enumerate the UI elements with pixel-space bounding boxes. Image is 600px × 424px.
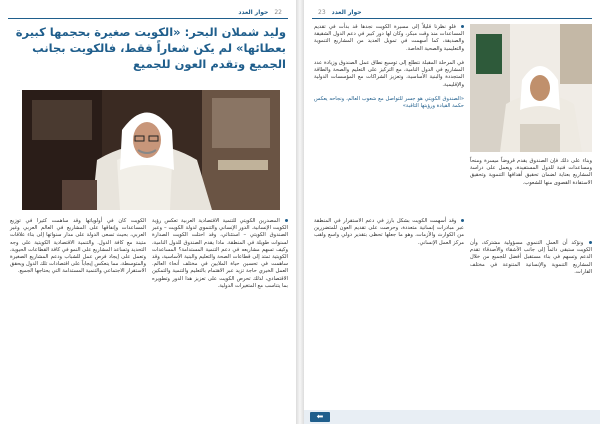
viewer-nav-bar — [304, 410, 600, 424]
bullet-icon — [589, 241, 592, 244]
page-number: 22 — [274, 8, 282, 16]
bullet-icon — [285, 219, 288, 222]
article-column-lower-left — [314, 218, 464, 247]
page-header — [312, 6, 362, 18]
column-text: في المرحلة المقبلة نتطلع إلى توسيع نطاق عمل الصندوق وزيادة عدد المشاريع في الدول النامية، مع التركيز على التعليم والصحة والطاقة المتجددة والبنية الأساسية، وتعزيز الشراكات مع المؤسسات الدولية والإقليمية. — [314, 60, 464, 88]
bullet-icon — [461, 25, 464, 28]
column-text: وقد أسهمت الكويت بشكل بارز في دعم الاستقرار في المنطقة عبر مبادرات إنسانية متعددة، وحرصت على تقديم العون للمتضررين من الكوارث والأزمات، وهو ما جعلها تحظى بتقدير دولي واسع ولقب مركز العمل الإنساني. — [314, 218, 464, 246]
column-text: ونؤكد أن العمل التنموي مسؤولية مشتركة، وأن الكويت ستبقى دائماً إلى جانب الأشقاء والأصدقاء تقدم الدعم وتسهم في بناء مستقبل أفضل للجميع من خلال المشاريع التنموية والإنسانية المتنوعة في مختلف القارات. — [470, 240, 592, 275]
column-text: فلو نظرنا قليلاً إلى مسيرة الكويت نجدها قد بدأت في تقديم المساعدات منذ وقت مبكر، وكان لها دور كبير في دعم الدول الشقيقة والصديقة، كما أسهمت في تمويل العديد من المشاريع التنموية والتعليمية والصحية الخاصة. — [314, 24, 464, 52]
page-header — [238, 6, 288, 18]
article-column-right — [152, 218, 288, 290]
pull-quote: «الصندوق الكويتي هو جسر للتواصل مع شعوب العالم، ونجاحه يعكس حكمة القيادة ورؤيتها الثاقبة» — [314, 96, 464, 110]
arrow-left-icon: ⬅ — [316, 412, 324, 421]
interview-photo — [22, 90, 280, 210]
left-page — [0, 0, 296, 424]
section-label: حوار العدد — [331, 8, 362, 16]
column-text: وبناء على ذلك فإن الصندوق يقدم قروضاً ميسرة ومنحاً ومساعدات فنية للدول المستفيدة، ويعمل على دراسة المشاريع بعناية لضمان تحقيق أهدافها التنموية وتحقيق الاستفادة القصوى منها للشعوب. — [470, 158, 592, 186]
article-column-top — [314, 24, 464, 110]
article-title: وليد شملان البحر: «الكويت صغيرة بحجمها كبيرة بعطائها» لم يكن شعاراً فقط، فالكويت بجانب الجميع وتقدم العون للجميع — [15, 25, 286, 71]
article-column-bottom — [470, 240, 592, 276]
right-page — [304, 0, 600, 424]
prev-page-button[interactable] — [310, 412, 330, 422]
article-column-left — [10, 218, 146, 276]
article-column-lower-right — [470, 158, 592, 187]
column-text: الكويت كان في أولوياتها وقد ساهمت كثيرا في توزيع المساعدات وإنفاقها على المشاريع في العالم العربي وغير العربي، بحيث تسعى الدولة على مدار سنواتها إلى بناء علاقات متينة مع كافة الدول. والتنمية الاقتصادية الكويتية على وجه التحديد وتساعد المشاريع على النمو في كافة القطاعات الحيوية، وتعمل على إيجاد فرص عمل للشباب ودعم المشاريع الصغيرة والمتوسطة، مما ينعكس إيجاباً على اقتصادات تلك الدول ويحقق الاستقرار الاجتماعي والتنمية المستدامة التي يحتاجها الجميع. — [9, 218, 146, 275]
header-rule — [8, 18, 288, 19]
interview-photo-small — [470, 24, 592, 152]
column-text: المصدرين الكويتي للتنمية الاقتصادية العربية تعكس رؤية الكويت الإنسانية. الدور الإنساني والتنموي لدولة الكويت – وعبر الصندوق الكويتي – استثنائي، وقد احتلت الكويت الصدارة لسنوات طويلة في المنطقة. ماذا يقدم الصندوق للدول النامية، وكيف تسهم مشاريعه في دعم التنمية المستدامة؟ المساعدات الكويتية تمتد إلى قطاعات الصحة والتعليم والبنية الأساسية، وقد ساهمت في تحسين حياة الملايين في مختلف أنحاء العالم. العمل الخيري حاجة تزيد عبر الاهتمام بالتعليم والتنمية والتمكين الاقتصادي، لذلك تحرص الكويت على تعزيز هذا الدور وتطويره بما يتناسب مع المتغيرات الدولية. — [152, 218, 288, 289]
section-label: حوار العدد — [238, 8, 269, 16]
header-rule — [312, 18, 592, 19]
bullet-icon — [461, 219, 464, 222]
page-number: 23 — [318, 8, 326, 16]
page-gutter — [296, 0, 304, 424]
